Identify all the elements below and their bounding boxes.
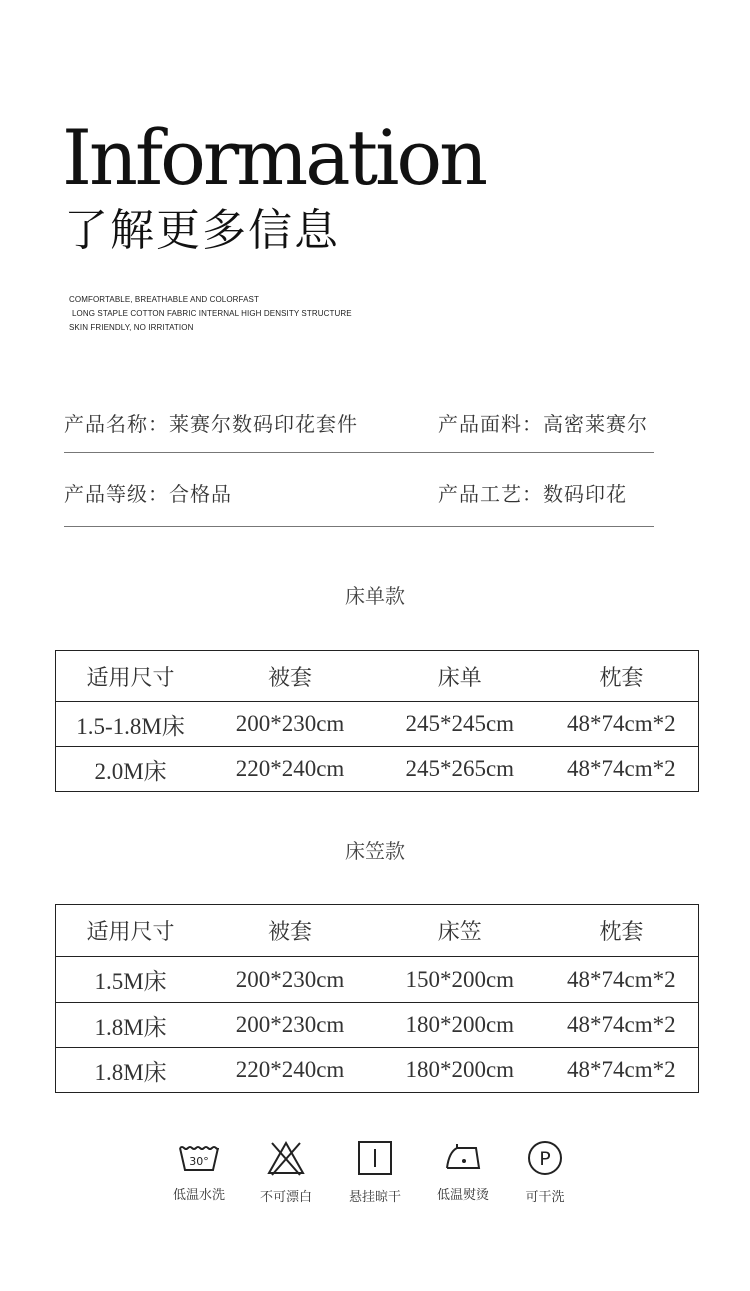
table-cell: 150*200cm bbox=[375, 957, 545, 1003]
fitted-size-table bbox=[55, 904, 699, 1093]
header-cell: 适用尺寸 bbox=[56, 651, 206, 702]
table-cell: 1.8M床 bbox=[56, 1048, 206, 1093]
table-cell: 48*74cm*2 bbox=[545, 1048, 699, 1093]
care-label: 低温水洗 bbox=[172, 1188, 225, 1203]
table-row bbox=[56, 957, 699, 1003]
sheet-section-title: 床单款 bbox=[345, 584, 405, 608]
dry-clean-icon bbox=[526, 1140, 564, 1176]
spec-fabric: 产品面料：高密莱赛尔 bbox=[438, 412, 648, 436]
table-cell: 200*230cm bbox=[205, 957, 375, 1003]
tagline-3: SKIN FRIENDLY, NO IRRITATION bbox=[69, 323, 194, 332]
table-row bbox=[56, 1048, 699, 1093]
table-cell: 48*74cm*2 bbox=[545, 702, 699, 747]
care-label: 低温熨烫 bbox=[436, 1188, 489, 1203]
spec-craft: 产品工艺：数码印花 bbox=[438, 482, 627, 506]
table-row bbox=[56, 702, 699, 747]
table-cell: 180*200cm bbox=[375, 1048, 545, 1093]
care-dry-clean bbox=[500, 1140, 590, 1205]
table-cell: 1.8M床 bbox=[56, 1003, 206, 1048]
table-cell: 180*200cm bbox=[375, 1003, 545, 1048]
table-cell: 245*265cm bbox=[375, 747, 545, 792]
table-row bbox=[56, 1003, 699, 1048]
table-cell: 220*240cm bbox=[205, 1048, 375, 1093]
tagline-2: LONG STAPLE COTTON FABRIC INTERNAL HIGH DENSITY STRUCTURE bbox=[72, 309, 352, 318]
care-low-temp-iron bbox=[418, 1140, 508, 1203]
table-cell: 220*240cm bbox=[205, 747, 375, 792]
iron-icon bbox=[443, 1140, 483, 1174]
care-label: 可干洗 bbox=[525, 1190, 565, 1205]
care-label: 悬挂晾干 bbox=[348, 1190, 401, 1205]
table-cell: 200*230cm bbox=[205, 1003, 375, 1048]
wash-30-icon bbox=[177, 1140, 221, 1174]
spec-grade: 产品等级：合格品 bbox=[64, 482, 232, 506]
fitted-section-title: 床笠款 bbox=[345, 839, 405, 863]
table-cell: 48*74cm*2 bbox=[545, 1003, 699, 1048]
header-cell: 适用尺寸 bbox=[56, 905, 206, 957]
spec-divider-1 bbox=[64, 452, 654, 453]
header-cell: 床单 bbox=[375, 651, 545, 702]
tagline-1: COMFORTABLE, BREATHABLE AND COLORFAST bbox=[69, 295, 259, 304]
title-chinese: 了解更多信息 bbox=[64, 205, 340, 256]
header-cell: 被套 bbox=[205, 651, 375, 702]
care-low-temp-wash bbox=[154, 1140, 244, 1203]
table-cell: 48*74cm*2 bbox=[545, 747, 699, 792]
table-cell: 2.0M床 bbox=[56, 747, 206, 792]
header-cell: 枕套 bbox=[545, 651, 699, 702]
hang-dry-icon bbox=[357, 1140, 393, 1176]
title-english: Information bbox=[62, 113, 486, 202]
header-cell: 被套 bbox=[205, 905, 375, 957]
table-cell: 1.5-1.8M床 bbox=[56, 702, 206, 747]
header-cell: 床笠 bbox=[375, 905, 545, 957]
table-cell: 200*230cm bbox=[205, 702, 375, 747]
spec-name: 产品名称：莱赛尔数码印花套件 bbox=[64, 412, 358, 436]
wash-temp-text: 30° bbox=[189, 1155, 209, 1168]
dry-clean-mark: P bbox=[539, 1148, 551, 1170]
header-cell: 枕套 bbox=[545, 905, 699, 957]
spec-divider-2 bbox=[64, 526, 654, 527]
table-cell: 245*245cm bbox=[375, 702, 545, 747]
sheet-size-table bbox=[55, 650, 699, 792]
table-cell: 1.5M床 bbox=[56, 957, 206, 1003]
table-header-row bbox=[56, 905, 699, 957]
care-label: 不可漂白 bbox=[259, 1190, 312, 1205]
table-header-row bbox=[56, 651, 699, 702]
table-row bbox=[56, 747, 699, 792]
table-cell: 48*74cm*2 bbox=[545, 957, 699, 1003]
care-no-bleach bbox=[241, 1140, 331, 1205]
care-hang-dry bbox=[330, 1140, 420, 1205]
no-bleach-icon bbox=[266, 1140, 306, 1176]
